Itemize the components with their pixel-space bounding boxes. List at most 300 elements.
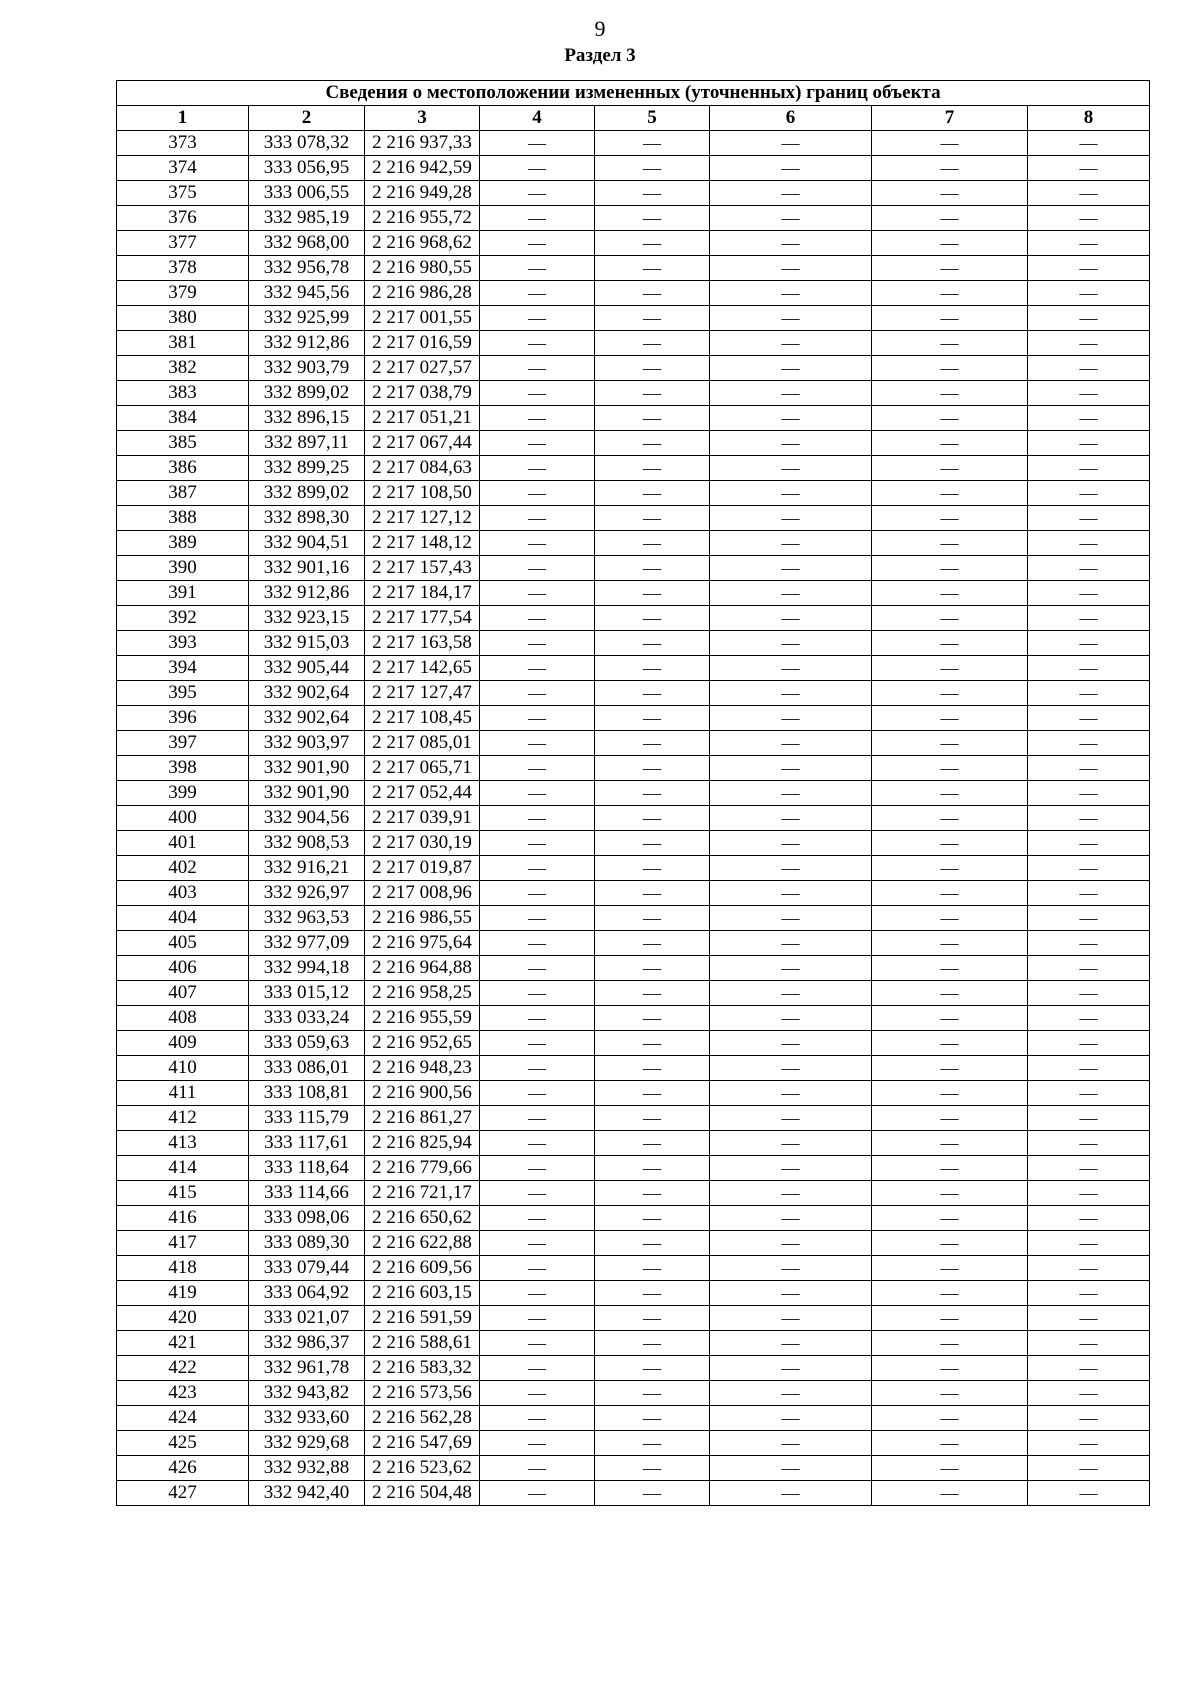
empty-value-cell: — bbox=[1028, 1156, 1150, 1181]
empty-value-cell: — bbox=[710, 606, 872, 631]
empty-value-cell: — bbox=[872, 831, 1028, 856]
point-number-cell: 411 bbox=[117, 1081, 249, 1106]
y-coordinate-cell: 2 217 030,19 bbox=[365, 831, 480, 856]
y-coordinate-cell: 2 216 949,28 bbox=[365, 181, 480, 206]
x-coordinate-cell: 332 903,97 bbox=[249, 731, 365, 756]
x-coordinate-cell: 333 033,24 bbox=[249, 1006, 365, 1031]
empty-value-cell: — bbox=[595, 1306, 710, 1331]
table-row bbox=[117, 1006, 1150, 1031]
point-number-cell: 395 bbox=[117, 681, 249, 706]
x-coordinate-cell: 332 925,99 bbox=[249, 306, 365, 331]
empty-value-cell: — bbox=[1028, 931, 1150, 956]
empty-value-cell: — bbox=[1028, 281, 1150, 306]
empty-value-cell: — bbox=[872, 306, 1028, 331]
empty-value-cell: — bbox=[710, 1406, 872, 1431]
table-row bbox=[117, 131, 1150, 156]
empty-value-cell: — bbox=[1028, 181, 1150, 206]
empty-value-cell: — bbox=[710, 1281, 872, 1306]
empty-value-cell: — bbox=[1028, 1181, 1150, 1206]
empty-value-cell: — bbox=[595, 181, 710, 206]
point-number-cell: 420 bbox=[117, 1306, 249, 1331]
point-number-cell: 387 bbox=[117, 481, 249, 506]
table-row bbox=[117, 1206, 1150, 1231]
empty-value-cell: — bbox=[872, 281, 1028, 306]
empty-value-cell: — bbox=[595, 406, 710, 431]
y-coordinate-cell: 2 216 958,25 bbox=[365, 981, 480, 1006]
empty-value-cell: — bbox=[595, 781, 710, 806]
empty-value-cell: — bbox=[1028, 256, 1150, 281]
empty-value-cell: — bbox=[1028, 731, 1150, 756]
x-coordinate-cell: 332 899,02 bbox=[249, 481, 365, 506]
empty-value-cell: — bbox=[872, 531, 1028, 556]
y-coordinate-cell: 2 216 975,64 bbox=[365, 931, 480, 956]
empty-value-cell: — bbox=[710, 631, 872, 656]
table-row bbox=[117, 506, 1150, 531]
x-coordinate-cell: 332 904,56 bbox=[249, 806, 365, 831]
y-coordinate-cell: 2 217 001,55 bbox=[365, 306, 480, 331]
empty-value-cell: — bbox=[480, 1381, 595, 1406]
point-number-cell: 399 bbox=[117, 781, 249, 806]
y-coordinate-cell: 2 216 942,59 bbox=[365, 156, 480, 181]
y-coordinate-cell: 2 217 051,21 bbox=[365, 406, 480, 431]
point-number-cell: 424 bbox=[117, 1406, 249, 1431]
table-row bbox=[117, 481, 1150, 506]
table-row bbox=[117, 1231, 1150, 1256]
y-coordinate-cell: 2 216 861,27 bbox=[365, 1106, 480, 1131]
empty-value-cell: — bbox=[872, 381, 1028, 406]
table-row bbox=[117, 1256, 1150, 1281]
empty-value-cell: — bbox=[480, 1006, 595, 1031]
empty-value-cell: — bbox=[1028, 206, 1150, 231]
x-coordinate-cell: 333 086,01 bbox=[249, 1056, 365, 1081]
y-coordinate-cell: 2 217 108,45 bbox=[365, 706, 480, 731]
empty-value-cell: — bbox=[595, 381, 710, 406]
empty-value-cell: — bbox=[710, 656, 872, 681]
point-number-cell: 427 bbox=[117, 1481, 249, 1506]
x-coordinate-cell: 332 899,25 bbox=[249, 456, 365, 481]
empty-value-cell: — bbox=[480, 656, 595, 681]
x-coordinate-cell: 333 079,44 bbox=[249, 1256, 365, 1281]
y-coordinate-cell: 2 216 547,69 bbox=[365, 1431, 480, 1456]
empty-value-cell: — bbox=[710, 906, 872, 931]
point-number-cell: 413 bbox=[117, 1131, 249, 1156]
empty-value-cell: — bbox=[872, 1331, 1028, 1356]
empty-value-cell: — bbox=[480, 1431, 595, 1456]
y-coordinate-cell: 2 216 986,28 bbox=[365, 281, 480, 306]
point-number-cell: 379 bbox=[117, 281, 249, 306]
empty-value-cell: — bbox=[1028, 1206, 1150, 1231]
point-number-cell: 373 bbox=[117, 131, 249, 156]
empty-value-cell: — bbox=[480, 1306, 595, 1331]
point-number-cell: 426 bbox=[117, 1456, 249, 1481]
empty-value-cell: — bbox=[872, 1006, 1028, 1031]
y-coordinate-cell: 2 216 900,56 bbox=[365, 1081, 480, 1106]
empty-value-cell: — bbox=[1028, 1331, 1150, 1356]
table-row bbox=[117, 356, 1150, 381]
empty-value-cell: — bbox=[595, 1056, 710, 1081]
empty-value-cell: — bbox=[1028, 356, 1150, 381]
point-number-cell: 374 bbox=[117, 156, 249, 181]
empty-value-cell: — bbox=[480, 1256, 595, 1281]
empty-value-cell: — bbox=[1028, 781, 1150, 806]
empty-value-cell: — bbox=[872, 731, 1028, 756]
x-coordinate-cell: 332 986,37 bbox=[249, 1331, 365, 1356]
x-coordinate-cell: 332 915,03 bbox=[249, 631, 365, 656]
empty-value-cell: — bbox=[480, 431, 595, 456]
empty-value-cell: — bbox=[480, 1031, 595, 1056]
y-coordinate-cell: 2 216 779,66 bbox=[365, 1156, 480, 1181]
empty-value-cell: — bbox=[710, 1456, 872, 1481]
empty-value-cell: — bbox=[595, 1181, 710, 1206]
empty-value-cell: — bbox=[480, 1281, 595, 1306]
table-row bbox=[117, 1431, 1150, 1456]
table-row bbox=[117, 531, 1150, 556]
empty-value-cell: — bbox=[1028, 806, 1150, 831]
empty-value-cell: — bbox=[480, 181, 595, 206]
empty-value-cell: — bbox=[1028, 306, 1150, 331]
x-coordinate-cell: 332 926,97 bbox=[249, 881, 365, 906]
empty-value-cell: — bbox=[710, 806, 872, 831]
empty-value-cell: — bbox=[710, 1356, 872, 1381]
empty-value-cell: — bbox=[480, 1106, 595, 1131]
empty-value-cell: — bbox=[595, 981, 710, 1006]
page-number: 9 bbox=[594, 16, 606, 41]
y-coordinate-cell: 2 216 825,94 bbox=[365, 1131, 480, 1156]
table-row bbox=[117, 1306, 1150, 1331]
y-coordinate-cell: 2 217 177,54 bbox=[365, 606, 480, 631]
empty-value-cell: — bbox=[1028, 1356, 1150, 1381]
x-coordinate-cell: 332 945,56 bbox=[249, 281, 365, 306]
empty-value-cell: — bbox=[710, 456, 872, 481]
x-coordinate-cell: 332 898,30 bbox=[249, 506, 365, 531]
point-number-cell: 397 bbox=[117, 731, 249, 756]
point-number-cell: 396 bbox=[117, 706, 249, 731]
empty-value-cell: — bbox=[1028, 1106, 1150, 1131]
empty-value-cell: — bbox=[480, 956, 595, 981]
column-number-7: 7 bbox=[872, 106, 1028, 131]
y-coordinate-cell: 2 216 955,72 bbox=[365, 206, 480, 231]
point-number-cell: 382 bbox=[117, 356, 249, 381]
empty-value-cell: — bbox=[1028, 881, 1150, 906]
x-coordinate-cell: 332 929,68 bbox=[249, 1431, 365, 1456]
x-coordinate-cell: 333 064,92 bbox=[249, 1281, 365, 1306]
y-coordinate-cell: 2 217 127,12 bbox=[365, 506, 480, 531]
x-coordinate-cell: 332 901,90 bbox=[249, 756, 365, 781]
empty-value-cell: — bbox=[480, 831, 595, 856]
column-number-6: 6 bbox=[710, 106, 872, 131]
table-row bbox=[117, 881, 1150, 906]
empty-value-cell: — bbox=[872, 931, 1028, 956]
empty-value-cell: — bbox=[872, 856, 1028, 881]
empty-value-cell: — bbox=[710, 331, 872, 356]
empty-value-cell: — bbox=[1028, 431, 1150, 456]
empty-value-cell: — bbox=[595, 606, 710, 631]
empty-value-cell: — bbox=[480, 631, 595, 656]
empty-value-cell: — bbox=[710, 1106, 872, 1131]
point-number-cell: 425 bbox=[117, 1431, 249, 1456]
point-number-cell: 398 bbox=[117, 756, 249, 781]
empty-value-cell: — bbox=[480, 1356, 595, 1381]
empty-value-cell: — bbox=[595, 531, 710, 556]
x-coordinate-cell: 332 943,82 bbox=[249, 1381, 365, 1406]
empty-value-cell: — bbox=[710, 406, 872, 431]
point-number-cell: 381 bbox=[117, 331, 249, 356]
x-coordinate-cell: 332 901,16 bbox=[249, 556, 365, 581]
empty-value-cell: — bbox=[710, 681, 872, 706]
empty-value-cell: — bbox=[872, 581, 1028, 606]
table-row bbox=[117, 806, 1150, 831]
empty-value-cell: — bbox=[1028, 156, 1150, 181]
empty-value-cell: — bbox=[1028, 1481, 1150, 1506]
empty-value-cell: — bbox=[595, 906, 710, 931]
empty-value-cell: — bbox=[595, 1256, 710, 1281]
empty-value-cell: — bbox=[1028, 1406, 1150, 1431]
empty-value-cell: — bbox=[595, 1206, 710, 1231]
empty-value-cell: — bbox=[595, 1106, 710, 1131]
point-number-cell: 402 bbox=[117, 856, 249, 881]
empty-value-cell: — bbox=[710, 556, 872, 581]
empty-value-cell: — bbox=[1028, 1281, 1150, 1306]
empty-value-cell: — bbox=[595, 1031, 710, 1056]
empty-value-cell: — bbox=[710, 531, 872, 556]
empty-value-cell: — bbox=[1028, 131, 1150, 156]
empty-value-cell: — bbox=[872, 1231, 1028, 1256]
point-number-cell: 401 bbox=[117, 831, 249, 856]
empty-value-cell: — bbox=[710, 506, 872, 531]
y-coordinate-cell: 2 216 650,62 bbox=[365, 1206, 480, 1231]
table-row bbox=[117, 156, 1150, 181]
point-number-cell: 386 bbox=[117, 456, 249, 481]
empty-value-cell: — bbox=[872, 156, 1028, 181]
empty-value-cell: — bbox=[872, 806, 1028, 831]
y-coordinate-cell: 2 216 622,88 bbox=[365, 1231, 480, 1256]
point-number-cell: 414 bbox=[117, 1156, 249, 1181]
empty-value-cell: — bbox=[480, 156, 595, 181]
table-row bbox=[117, 1081, 1150, 1106]
empty-value-cell: — bbox=[595, 656, 710, 681]
table-row bbox=[117, 581, 1150, 606]
empty-value-cell: — bbox=[480, 606, 595, 631]
point-number-cell: 419 bbox=[117, 1281, 249, 1306]
empty-value-cell: — bbox=[710, 981, 872, 1006]
point-number-cell: 385 bbox=[117, 431, 249, 456]
empty-value-cell: — bbox=[872, 781, 1028, 806]
empty-value-cell: — bbox=[480, 1131, 595, 1156]
empty-value-cell: — bbox=[710, 306, 872, 331]
column-number-4: 4 bbox=[480, 106, 595, 131]
empty-value-cell: — bbox=[480, 1481, 595, 1506]
empty-value-cell: — bbox=[480, 131, 595, 156]
table-row bbox=[117, 706, 1150, 731]
x-coordinate-cell: 332 903,79 bbox=[249, 356, 365, 381]
y-coordinate-cell: 2 216 964,88 bbox=[365, 956, 480, 981]
point-number-cell: 394 bbox=[117, 656, 249, 681]
empty-value-cell: — bbox=[1028, 706, 1150, 731]
table-row bbox=[117, 756, 1150, 781]
y-coordinate-cell: 2 216 937,33 bbox=[365, 131, 480, 156]
empty-value-cell: — bbox=[872, 181, 1028, 206]
point-number-cell: 375 bbox=[117, 181, 249, 206]
y-coordinate-cell: 2 217 065,71 bbox=[365, 756, 480, 781]
empty-value-cell: — bbox=[480, 581, 595, 606]
x-coordinate-cell: 333 114,66 bbox=[249, 1181, 365, 1206]
x-coordinate-cell: 332 923,15 bbox=[249, 606, 365, 631]
x-coordinate-cell: 332 901,90 bbox=[249, 781, 365, 806]
y-coordinate-cell: 2 216 609,56 bbox=[365, 1256, 480, 1281]
point-number-cell: 380 bbox=[117, 306, 249, 331]
table-row bbox=[117, 556, 1150, 581]
x-coordinate-cell: 333 098,06 bbox=[249, 1206, 365, 1231]
empty-value-cell: — bbox=[710, 856, 872, 881]
empty-value-cell: — bbox=[872, 1206, 1028, 1231]
empty-value-cell: — bbox=[710, 131, 872, 156]
empty-value-cell: — bbox=[1028, 1231, 1150, 1256]
column-number-3: 3 bbox=[365, 106, 480, 131]
table-row bbox=[117, 631, 1150, 656]
table-row bbox=[117, 681, 1150, 706]
empty-value-cell: — bbox=[1028, 906, 1150, 931]
x-coordinate-cell: 333 021,07 bbox=[249, 1306, 365, 1331]
empty-value-cell: — bbox=[480, 1406, 595, 1431]
x-coordinate-cell: 332 933,60 bbox=[249, 1406, 365, 1431]
table-row bbox=[117, 1156, 1150, 1181]
point-number-cell: 421 bbox=[117, 1331, 249, 1356]
empty-value-cell: — bbox=[1028, 1306, 1150, 1331]
empty-value-cell: — bbox=[710, 1381, 872, 1406]
column-number-5: 5 bbox=[595, 106, 710, 131]
y-coordinate-cell: 2 216 588,61 bbox=[365, 1331, 480, 1356]
y-coordinate-cell: 2 216 562,28 bbox=[365, 1406, 480, 1431]
y-coordinate-cell: 2 217 038,79 bbox=[365, 381, 480, 406]
y-coordinate-cell: 2 217 142,65 bbox=[365, 656, 480, 681]
empty-value-cell: — bbox=[872, 556, 1028, 581]
empty-value-cell: — bbox=[480, 331, 595, 356]
empty-value-cell: — bbox=[872, 1156, 1028, 1181]
empty-value-cell: — bbox=[872, 1106, 1028, 1131]
empty-value-cell: — bbox=[710, 581, 872, 606]
point-number-cell: 415 bbox=[117, 1181, 249, 1206]
empty-value-cell: — bbox=[872, 506, 1028, 531]
point-number-cell: 390 bbox=[117, 556, 249, 581]
empty-value-cell: — bbox=[710, 956, 872, 981]
x-coordinate-cell: 333 118,64 bbox=[249, 1156, 365, 1181]
empty-value-cell: — bbox=[1028, 1381, 1150, 1406]
table-row bbox=[117, 181, 1150, 206]
y-coordinate-cell: 2 216 948,23 bbox=[365, 1056, 480, 1081]
empty-value-cell: — bbox=[595, 506, 710, 531]
y-coordinate-cell: 2 216 504,48 bbox=[365, 1481, 480, 1506]
table-row bbox=[117, 1131, 1150, 1156]
empty-value-cell: — bbox=[1028, 856, 1150, 881]
point-number-cell: 422 bbox=[117, 1356, 249, 1381]
empty-value-cell: — bbox=[595, 231, 710, 256]
empty-value-cell: — bbox=[872, 706, 1028, 731]
empty-value-cell: — bbox=[595, 456, 710, 481]
x-coordinate-cell: 332 963,53 bbox=[249, 906, 365, 931]
y-coordinate-cell: 2 217 163,58 bbox=[365, 631, 480, 656]
table-row bbox=[117, 1181, 1150, 1206]
y-coordinate-cell: 2 217 027,57 bbox=[365, 356, 480, 381]
y-coordinate-cell: 2 216 591,59 bbox=[365, 1306, 480, 1331]
empty-value-cell: — bbox=[1028, 606, 1150, 631]
point-number-cell: 400 bbox=[117, 806, 249, 831]
column-number-8: 8 bbox=[1028, 106, 1150, 131]
y-coordinate-cell: 2 217 085,01 bbox=[365, 731, 480, 756]
table-body bbox=[117, 131, 1150, 1506]
empty-value-cell: — bbox=[710, 1331, 872, 1356]
empty-value-cell: — bbox=[1028, 506, 1150, 531]
empty-value-cell: — bbox=[710, 881, 872, 906]
empty-value-cell: — bbox=[872, 1456, 1028, 1481]
table-row bbox=[117, 206, 1150, 231]
empty-value-cell: — bbox=[595, 581, 710, 606]
empty-value-cell: — bbox=[710, 756, 872, 781]
point-number-cell: 417 bbox=[117, 1231, 249, 1256]
empty-value-cell: — bbox=[710, 381, 872, 406]
point-number-cell: 389 bbox=[117, 531, 249, 556]
empty-value-cell: — bbox=[1028, 331, 1150, 356]
empty-value-cell: — bbox=[710, 281, 872, 306]
empty-value-cell: — bbox=[480, 381, 595, 406]
empty-value-cell: — bbox=[1028, 381, 1150, 406]
table-row bbox=[117, 1456, 1150, 1481]
y-coordinate-cell: 2 217 184,17 bbox=[365, 581, 480, 606]
empty-value-cell: — bbox=[480, 1081, 595, 1106]
table-row bbox=[117, 1106, 1150, 1131]
y-coordinate-cell: 2 216 721,17 bbox=[365, 1181, 480, 1206]
empty-value-cell: — bbox=[480, 756, 595, 781]
empty-value-cell: — bbox=[1028, 656, 1150, 681]
empty-value-cell: — bbox=[1028, 631, 1150, 656]
empty-value-cell: — bbox=[1028, 1256, 1150, 1281]
table-row bbox=[117, 381, 1150, 406]
table-row bbox=[117, 981, 1150, 1006]
table-row bbox=[117, 1031, 1150, 1056]
table-row bbox=[117, 456, 1150, 481]
empty-value-cell: — bbox=[872, 1031, 1028, 1056]
empty-value-cell: — bbox=[710, 831, 872, 856]
empty-value-cell: — bbox=[595, 356, 710, 381]
x-coordinate-cell: 333 006,55 bbox=[249, 181, 365, 206]
point-number-cell: 388 bbox=[117, 506, 249, 531]
empty-value-cell: — bbox=[480, 881, 595, 906]
y-coordinate-cell: 2 217 019,87 bbox=[365, 856, 480, 881]
empty-value-cell: — bbox=[872, 681, 1028, 706]
empty-value-cell: — bbox=[595, 1006, 710, 1031]
empty-value-cell: — bbox=[872, 431, 1028, 456]
empty-value-cell: — bbox=[595, 1331, 710, 1356]
x-coordinate-cell: 332 904,51 bbox=[249, 531, 365, 556]
empty-value-cell: — bbox=[1028, 681, 1150, 706]
empty-value-cell: — bbox=[710, 731, 872, 756]
empty-value-cell: — bbox=[710, 206, 872, 231]
empty-value-cell: — bbox=[710, 1256, 872, 1281]
section-title: Раздел 3 bbox=[564, 45, 636, 66]
table-row bbox=[117, 1331, 1150, 1356]
point-number-cell: 410 bbox=[117, 1056, 249, 1081]
empty-value-cell: — bbox=[595, 856, 710, 881]
empty-value-cell: — bbox=[595, 206, 710, 231]
y-coordinate-cell: 2 217 157,43 bbox=[365, 556, 480, 581]
y-coordinate-cell: 2 217 052,44 bbox=[365, 781, 480, 806]
x-coordinate-cell: 332 968,00 bbox=[249, 231, 365, 256]
boundary-coordinates-table-container bbox=[116, 80, 1149, 1506]
empty-value-cell: — bbox=[872, 756, 1028, 781]
empty-value-cell: — bbox=[480, 1206, 595, 1231]
empty-value-cell: — bbox=[872, 1281, 1028, 1306]
empty-value-cell: — bbox=[710, 431, 872, 456]
table-row bbox=[117, 1056, 1150, 1081]
